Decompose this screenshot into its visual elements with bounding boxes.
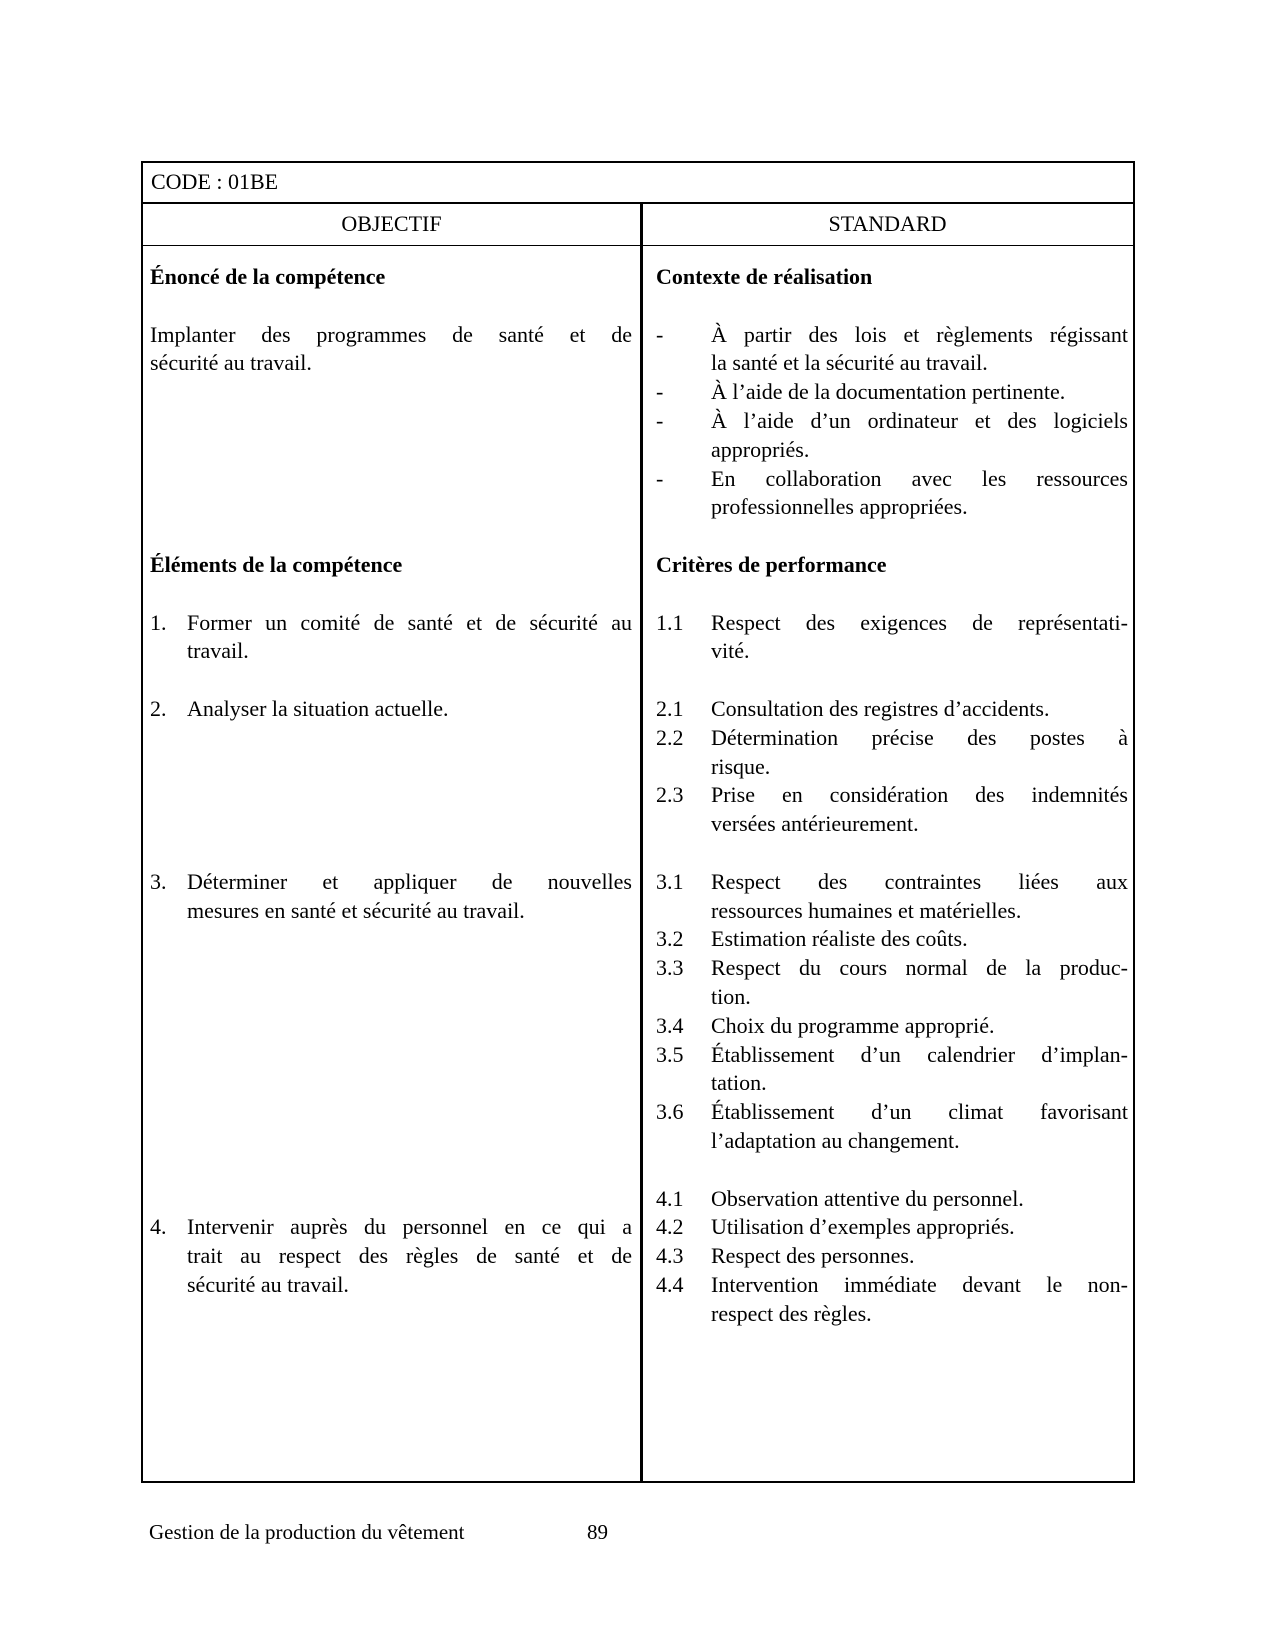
critere-item	[656, 1271, 1128, 1329]
dash-bullet: -	[656, 407, 664, 433]
critere-number: 3.6	[656, 1099, 684, 1125]
critere-line: tion.	[711, 983, 751, 1009]
element-number: 3.	[150, 868, 167, 894]
critere-line: ressources humaines et matérielles.	[711, 897, 1022, 923]
element-number: 4.	[150, 1214, 167, 1240]
critere-number: 4.2	[656, 1214, 684, 1240]
element-number: 2.	[150, 695, 167, 721]
critere-number: 2.3	[656, 782, 684, 808]
critere-number: 2.1	[656, 695, 684, 721]
element-item	[150, 1213, 632, 1299]
critere-line: Respect du cours normal de la produc-	[711, 955, 1128, 981]
contexte-line: appropriés.	[711, 436, 810, 462]
critere-line: l’adaptation au changement.	[711, 1127, 960, 1153]
page-number: 89	[587, 1520, 608, 1544]
critere-number: 4.3	[656, 1243, 684, 1269]
critere-number: 2.2	[656, 724, 684, 750]
critere-line: Établissement d’un calendrier d’implan-	[711, 1041, 1128, 1067]
contexte-line: À l’aide de la documentation pertinente.	[711, 379, 1066, 405]
element-item	[150, 868, 632, 926]
contexte-line: professionnelles appropriées.	[711, 494, 968, 520]
element-number: 1.	[150, 609, 167, 635]
critere-number: 4.1	[656, 1185, 684, 1211]
critere-line: Choix du programme approprié.	[711, 1012, 995, 1038]
critere-line: Respect des personnes.	[711, 1243, 915, 1269]
element-item	[150, 695, 632, 724]
critere-line: tation.	[711, 1070, 767, 1096]
dash-bullet: -	[656, 321, 664, 347]
critere-item	[656, 1242, 1128, 1271]
element-item	[150, 609, 632, 667]
critere-item	[656, 724, 1128, 782]
contexte-line: À l’aide d’un ordinateur et des logiciels	[711, 407, 1128, 433]
contexte-line: À partir des lois et règlements régissant	[711, 321, 1128, 347]
critere-item	[656, 925, 1128, 954]
critere-line: Prise en considération des indemnités	[711, 782, 1128, 808]
contexte-item	[656, 321, 1128, 379]
critere-item	[656, 954, 1128, 1012]
critere-line: Intervention immédiate devant le non-	[711, 1271, 1128, 1297]
contexte-item	[656, 407, 1128, 465]
critere-line: versées antérieurement.	[711, 811, 919, 837]
critere-line: Utilisation d’exemples appropriés.	[711, 1214, 1015, 1240]
critere-line: respect des règles.	[711, 1300, 872, 1326]
critere-item	[656, 1012, 1128, 1041]
critere-line: Respect des contraintes liées aux	[711, 868, 1128, 894]
code-label: CODE : 01BE	[151, 169, 279, 194]
critere-number: 3.3	[656, 955, 684, 981]
dash-bullet: -	[656, 379, 664, 405]
critere-item	[656, 1185, 1128, 1214]
critere-line: risque.	[711, 753, 771, 779]
contexte-line: En collaboration avec les ressources	[711, 465, 1128, 491]
critere-number: 1.1	[656, 609, 684, 635]
element-line: trait au respect des règles de santé et de	[187, 1243, 632, 1269]
element-line: Déterminer et appliquer de nouvelles	[187, 868, 632, 894]
dash-bullet: -	[656, 465, 664, 491]
contexte-item	[656, 378, 1128, 407]
critere-item	[656, 868, 1128, 926]
critere-line: Estimation réaliste des coûts.	[711, 926, 968, 952]
critere-item	[656, 609, 1128, 667]
critere-number: 3.4	[656, 1012, 684, 1038]
enonce-heading: Énoncé de la compétence	[150, 264, 386, 289]
competency-table	[141, 161, 1135, 1483]
critere-line: Détermination précise des postes à	[711, 724, 1128, 750]
critere-item	[656, 1098, 1128, 1156]
critere-item	[656, 1041, 1128, 1099]
critere-number: 3.1	[656, 868, 684, 894]
critere-item	[656, 695, 1128, 724]
header-objectif: OBJECTIF	[341, 211, 442, 236]
element-line: mesures en santé et sécurité au travail.	[187, 897, 525, 923]
critere-line: Observation attentive du personnel.	[711, 1185, 1024, 1211]
critere-line: Établissement d’un climat favorisant	[711, 1099, 1128, 1125]
critere-line: Consultation des registres d’accidents.	[711, 695, 1050, 721]
column-divider	[640, 204, 643, 1481]
contexte-heading: Contexte de réalisation	[656, 264, 873, 289]
critere-item	[656, 1213, 1128, 1242]
elements-heading: Éléments de la compétence	[150, 551, 403, 577]
enonce-text-line: sécurité au travail.	[150, 350, 312, 376]
element-line: Analyser la situation actuelle.	[187, 695, 449, 721]
element-line: travail.	[187, 638, 249, 664]
enonce-text-line: Implanter des programmes de santé et de	[150, 321, 632, 347]
footer-title: Gestion de la production du vêtement	[149, 1520, 465, 1544]
criteres-heading: Critères de performance	[656, 551, 887, 577]
header-row	[143, 204, 1133, 246]
element-line: Intervenir auprès du personnel en ce qui a	[187, 1214, 632, 1240]
critere-item	[656, 781, 1128, 839]
critere-line: vité.	[711, 638, 750, 664]
code-row	[143, 163, 1133, 204]
objectif-column	[150, 263, 632, 1300]
contexte-line: la santé et la sécurité au travail.	[711, 350, 988, 376]
critere-number: 3.5	[656, 1041, 684, 1067]
element-line: Former un comité de santé et de sécurité au	[187, 609, 632, 635]
contexte-item	[656, 465, 1128, 523]
critere-line: Respect des exigences de représentati-	[711, 609, 1128, 635]
header-standard: STANDARD	[828, 211, 947, 236]
element-line: sécurité au travail.	[187, 1271, 349, 1297]
critere-number: 4.4	[656, 1271, 684, 1297]
standard-column	[656, 263, 1128, 1328]
critere-number: 3.2	[656, 926, 684, 952]
